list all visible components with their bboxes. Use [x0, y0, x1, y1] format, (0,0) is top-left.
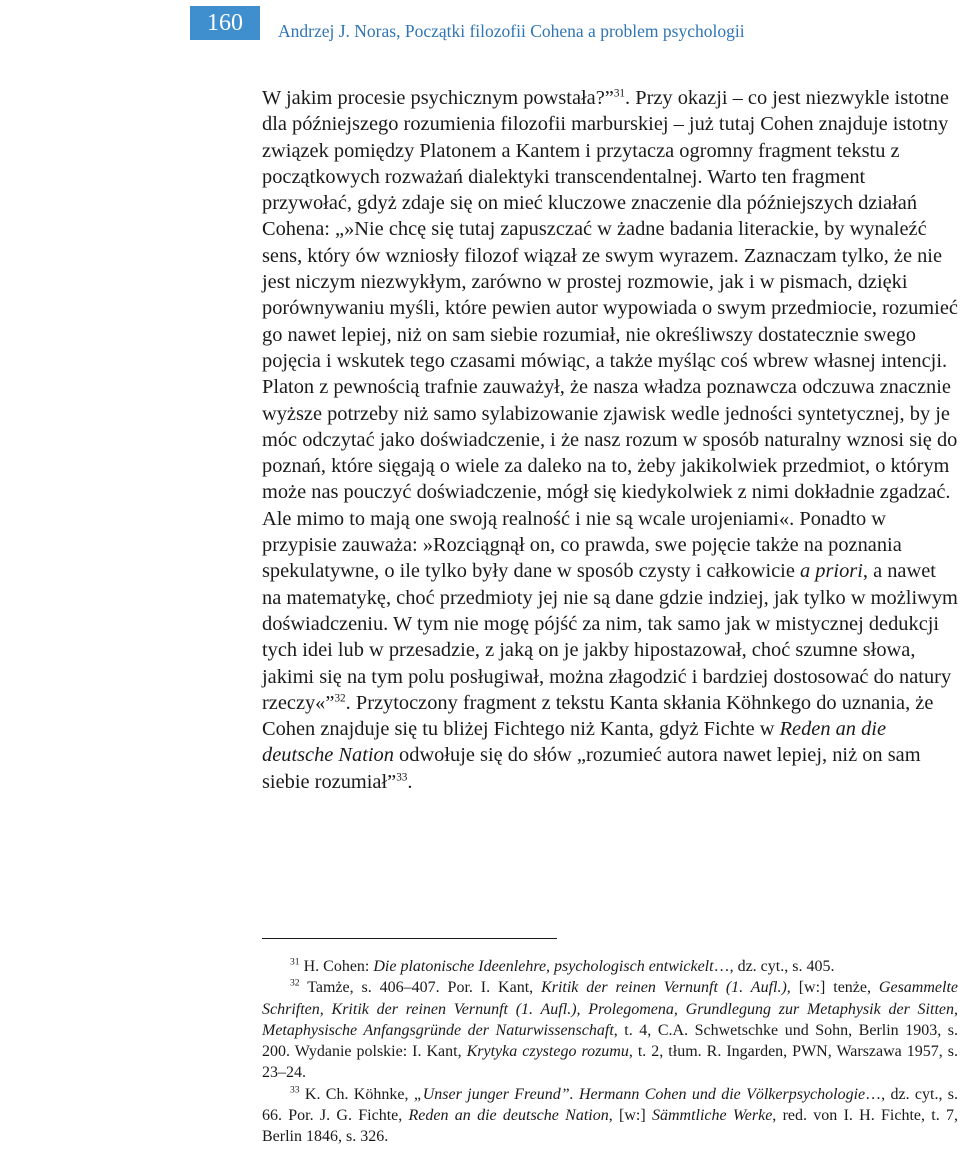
- text-run: , a nawet na matematykę, choć przedmioty jej nie są dane gdzie indziej, jak tylko w możliwym doświadczeniu. W tym nie mogę pójść za nim, tak samo jak w mistycznej dedukcji tych idei lub w przesadzie, z jaką on je jakby hipostazował, choć szumne słowa, jakimi się na tym polu posługiwał, można złagodzić i bardziej dostosować do natury rzeczy«”: [262, 560, 958, 714]
- text-run: W jakim procesie psychicznym powstała?”: [262, 87, 614, 109]
- italic-run: Reden an die deutsche Nation: [262, 718, 887, 767]
- text-run: , t. 4, C.A. Schwetschke und Sohn, Berlin 1903, s. 200. Wydanie polskie: I. Kant,: [262, 1021, 958, 1061]
- italic-run: Die platonische Ideenlehre, psychologisch entwickelt: [373, 958, 714, 975]
- text-run: .: [407, 770, 413, 793]
- footnote-ref-32: 32: [334, 692, 346, 705]
- page-header: [0, 0, 960, 50]
- main-text: [262, 85, 958, 795]
- text-run: , t. 2, tłum. R. Ingarden, PWN, Warszawa 1957, s. 23–24.: [262, 1043, 958, 1082]
- text-run: , [w:] tenże,: [786, 979, 879, 997]
- running-head: Andrzej J. Noras, Początki filozofii Cohena a problem psychologii: [278, 21, 745, 41]
- text-run: . Przy okazji – co jest niezwykle istotne dla późniejszego rozumienia filozofii marburskiej – już tutaj Cohen znajduje istotny związek pomiędzy Platonem a Kantem i przytacza ogromny fragment tekstu z początkowych rozważań dialektyki transcendentalnej. Warto ten fragment przywołać, gdyż zdaje się on mieć kluczowe znaczenie dla późniejszych działań Cohena: „»Nie chcę się tutaj zapuszczać w żadne badania literackie, by wynaleźć sens, który ów wzniosły filozof wiązał ze swym wyrazem. Zaznaczam tylko, że nie jest niczym niezwykłym, zarówno w prostej rozmowie, jak i w pismach, dzięki porównywaniu myśli, które pewien autor wypowiada o swym przedmiocie, rozumieć go nawet lepiej, niż on sam siebie rozumiał, nie określiwszy dostatecznie swego pojęcia i wskutek tego czasami mówiąc, a także myśląc coś wbrew własnej intencji. Platon z pewnością trafnie zauważył, że nasza władza poznawcza odczuwa znacznie wyższe potrzeby niż samo sylabizowanie zjawisk wedle jedności syntetycznej, by je móc odczytać jako doświadczenie, i że nasz rozum w sposób naturalny wznosi się do poznań, które sięgają o wiele za daleko na to, żeby jakikolwiek przedmiot, o którym może nas pouczyć doświadczenie, mógł się kiedykolwiek z nimi dokładnie zgadzać. Ale mimo to mają one swoją realność i nie są wcale urojeniami«. Ponadto w przypisie zauważa: »Rozciągnął on, co prawda, swe pojęcie także na poznania spekulatywne, o ile tylko były dane w sposób czysty i całkowicie: [262, 87, 958, 583]
- footnote-32: [262, 977, 958, 1083]
- footnote-33: [262, 1084, 958, 1148]
- text-run: …, dz. cyt., s. 66. Por. J. G. Fichte,: [262, 1085, 959, 1125]
- text-run: H. Cohen:: [299, 958, 374, 975]
- footnote-number: 33: [290, 1084, 300, 1096]
- text-run: , [w:]: [608, 1107, 652, 1125]
- footnotes: [262, 956, 958, 1148]
- text-run: K. Ch. Köhnke,: [299, 1085, 414, 1103]
- italic-run: Krytyka czystego rozumu: [466, 1043, 629, 1061]
- text-run: . Przytoczony fragment z tekstu Kanta skłania Köhnkego do uznania, że Cohen znajduje się tu bliżej Fichtego niż Kanta, gdyż Fichte w: [262, 691, 934, 741]
- footnote-number: 32: [290, 977, 300, 989]
- text-run: …, dz. cyt., s. 405.: [713, 958, 835, 975]
- footnote-ref-31: 31: [613, 87, 626, 100]
- footnote-number: 31: [290, 956, 300, 968]
- italic-run: Gesammelte Schriften, Kritik der reinen Vernunft (1. Aufl.), Prolegomena, Grundlegung zur Metaphysik der Sitten, Metaphysische Anfangsgründe der Naturwissenschaft: [262, 979, 959, 1039]
- italic-run: a priori: [799, 560, 863, 583]
- body-paragraph: [262, 85, 958, 795]
- italic-run: Reden an die deutsche Nation: [408, 1107, 609, 1125]
- italic-run: Kritik der reinen Vernunft (1. Aufl.): [541, 979, 787, 997]
- footnote-ref-33: 33: [396, 771, 408, 784]
- footnote-separator: [262, 938, 557, 939]
- footnote-31: [262, 956, 958, 977]
- italic-run: „Unser junger Freund”. Hermann Cohen und die Völkerpsychologie: [413, 1085, 866, 1103]
- page-number: 160: [190, 6, 260, 40]
- italic-run: Sämmtliche Werke: [651, 1107, 773, 1125]
- text-run: odwołuje się do słów „rozumieć autora nawet lepiej, niż on sam siebie rozumiał”: [262, 744, 921, 793]
- text-run: , red. von I. H. Fichte, t. 7, Berlin 1846, s. 326.: [262, 1107, 959, 1146]
- text-run: Tamże, s. 406–407. Por. I. Kant,: [299, 979, 542, 997]
